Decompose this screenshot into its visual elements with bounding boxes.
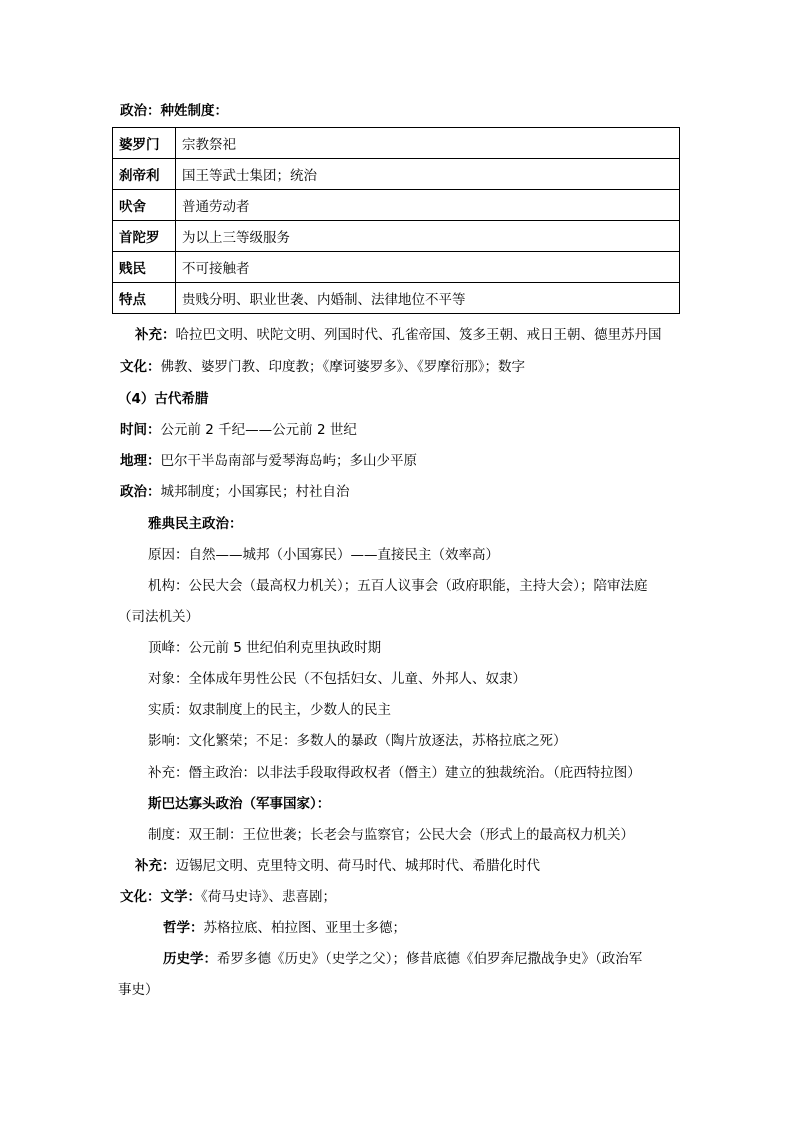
- caste-table: [112, 127, 680, 314]
- culture-label: 文化：: [120, 889, 161, 905]
- caste-desc: 普通劳动者: [176, 190, 680, 221]
- literature-text: 《荷马史诗》、悲喜剧；: [201, 889, 336, 905]
- literature-label: 文学：: [160, 889, 201, 905]
- caste-desc: 为以上三等级服务: [176, 221, 680, 252]
- caste-name: 吠舍: [113, 190, 176, 221]
- philosophy-line: [163, 918, 406, 938]
- greece-politics-line: [120, 482, 350, 502]
- greece-supplement-line: [135, 856, 540, 876]
- time-label: 时间：: [120, 422, 161, 438]
- history-line: [163, 949, 642, 969]
- athens-heading: 雅典民主政治：: [148, 516, 243, 532]
- india-culture-line: [120, 357, 525, 377]
- greece-culture-line: [120, 887, 336, 907]
- culture-text: 佛教、婆罗门教、印度教；《摩诃婆罗多》、《罗摩衍那》；数字: [160, 359, 525, 375]
- caste-name: 婆罗门: [113, 128, 176, 159]
- caste-name: 贱民: [113, 252, 176, 283]
- supplement-text: 迈锡尼文明、克里特文明、荷马时代、城邦时代、希腊化时代: [175, 858, 540, 874]
- india-supplement-line: [135, 325, 662, 345]
- caste-desc: 国王等武士集团；统治: [176, 159, 680, 190]
- athens-peak: 顶峰：公元前 5 世纪伯利克里执政时期: [148, 640, 382, 656]
- geo-label: 地理：: [120, 453, 161, 469]
- athens-supplement: 补充：僭主政治：以非法手段取得政权者（僭主）建立的独裁统治。（庇西特拉图）: [148, 765, 641, 781]
- athens-influence: 影响：文化繁荣；不足：多数人的暴政（陶片放逐法，苏格拉底之死）: [148, 733, 567, 749]
- history-text: 希罗多德《历史》（史学之父）；修昔底德《伯罗奔尼撒战争史》（政治军: [217, 951, 643, 967]
- caste-name: 特点: [113, 283, 176, 314]
- greece-time-line: [120, 420, 357, 440]
- athens-organs: 机构：公民大会（最高权力机关）；五百人议事会（政府职能，主持大会）；陪审法庭: [148, 578, 648, 594]
- athens-object: 对象：全体成年男性公民（不包括妇女、儿童、外邦人、奴隶）: [148, 671, 526, 687]
- athens-organs-cont: （司法机关）: [118, 609, 199, 625]
- history-label: 历史学：: [163, 951, 217, 967]
- politics-caste-line: [120, 101, 228, 121]
- table-row: [113, 190, 680, 221]
- sparta-heading: 斯巴达寡头政治（军事国家）：: [148, 796, 331, 812]
- history-cont: 事史）: [118, 982, 159, 998]
- table-row: [113, 159, 680, 190]
- athens-cause: 原因：自然——城邦（小国寡民）——直接民主（效率高）: [148, 547, 499, 563]
- caste-name: 首陀罗: [113, 221, 176, 252]
- greece-heading: （4）古代希腊: [118, 391, 209, 407]
- supplement-label: 补充：: [135, 327, 176, 343]
- supplement-label: 补充：: [135, 858, 176, 874]
- politics-label: 政治：: [120, 103, 161, 119]
- table-row: [113, 221, 680, 252]
- time-text: 公元前 2 千纪——公元前 2 世纪: [160, 422, 357, 438]
- greece-geo-line: [120, 451, 417, 471]
- athens-essence: 实质：奴隶制度上的民主，少数人的民主: [148, 702, 391, 718]
- caste-desc: 贵贱分明、职业世袭、内婚制、法律地位不平等: [176, 283, 680, 314]
- politics-text: 城邦制度；小国寡民；村社自治: [160, 484, 350, 500]
- caste-title: 种姓制度：: [160, 103, 228, 119]
- sparta-system: 制度：双王制：王位世袭；长老会与监察官；公民大会（形式上的最高权力机关）: [148, 827, 634, 843]
- table-row: [113, 252, 680, 283]
- philosophy-text: 苏格拉底、柏拉图、亚里士多德；: [203, 920, 406, 936]
- culture-label: 文化：: [120, 359, 161, 375]
- politics-label: 政治：: [120, 484, 161, 500]
- table-row: [113, 128, 680, 159]
- philosophy-label: 哲学：: [163, 920, 204, 936]
- caste-name: 刹帝利: [113, 159, 176, 190]
- geo-text: 巴尔干半岛南部与爱琴海岛屿；多山少平原: [160, 453, 417, 469]
- supplement-text: 哈拉巴文明、吠陀文明、列国时代、孔雀帝国、笈多王朝、戒日王朝、德里苏丹国: [175, 327, 662, 343]
- table-row: [113, 283, 680, 314]
- caste-desc: 宗教祭祀: [176, 128, 680, 159]
- caste-desc: 不可接触者: [176, 252, 680, 283]
